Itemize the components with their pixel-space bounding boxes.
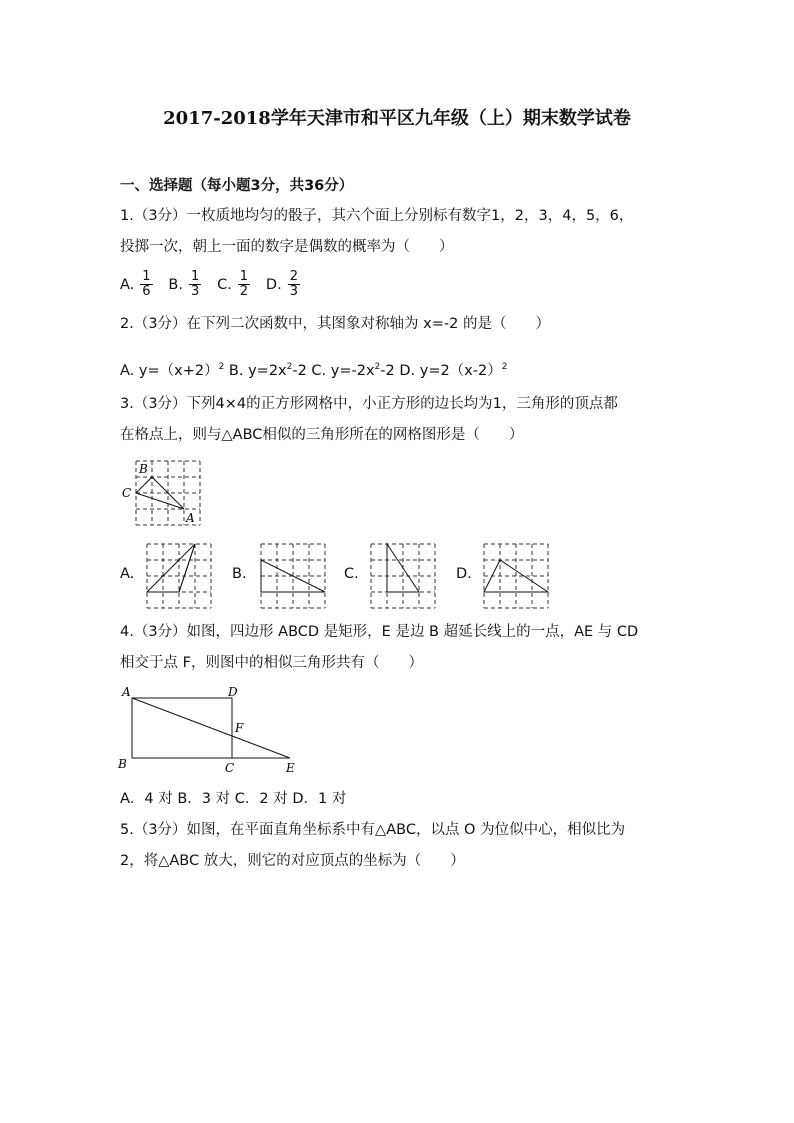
q1-text-line1: 1.（3分）一枚质地均匀的骰子，其六个面上分别标有数字1，2，3，4，5，6， — [120, 208, 634, 224]
rectangle-abcd — [132, 698, 232, 758]
q3-option-c-label: C. — [344, 566, 359, 582]
q4-text-line1: 4.（3分）如图，四边形 ABCD 是矩形，E 是边 B 超延长线上的一点，AE 与 CD — [120, 624, 639, 640]
label-a: A — [186, 511, 195, 525]
q1-option-c: C. $\frac{1}{2}$ — [217, 269, 249, 299]
q3-option-d-figure — [481, 541, 551, 609]
q2-options: A. $y=(x+2)^2$ B. $y=2x^2-2$ C. $y=-2x^2-2$ D. $y=2(x-2)^2$ — [120, 362, 508, 379]
q3-option-d-label: D. — [456, 566, 472, 582]
label-e: E — [286, 761, 295, 774]
label-f: F — [235, 721, 244, 735]
label-c: C — [122, 486, 132, 500]
q3-reference-figure — [118, 456, 208, 528]
q4-text-line2: 相交于点 F，则图中的相似三角形共有（ ） — [120, 655, 423, 671]
q4-options: A．4 对 B．3 对 C．2 对 D．1 对 — [120, 791, 347, 807]
label-b: B — [118, 757, 127, 771]
label-c: C — [225, 761, 235, 774]
q5-text-line1: 5.（3分）如图，在平面直角坐标系中有△ABC，以点 O 为位似中心，相似比为 — [120, 822, 626, 838]
q3-text-line1: 3.（3分）下列4×4的正方形网格中，小正方形的边长均为1，三角形的顶点都 — [120, 396, 618, 412]
q2-text: 2.（3分）在下列二次函数中，其图象对称轴为 x=-2 的是（ ） — [120, 316, 550, 332]
q3-option-b-label: B. — [232, 566, 247, 582]
label-a: A — [122, 685, 131, 699]
q1-text-line2: 投掷一次，朝上一面的数字是偶数的概率为（ ） — [120, 239, 454, 255]
q3-option-a-label: A. — [120, 566, 135, 582]
q5-text-line2: 2，将△ABC 放大，则它的对应顶点的坐标为（ ） — [120, 853, 465, 869]
q1-option-d: D. $\frac{2}{3}$ — [265, 269, 298, 299]
q1-options — [120, 270, 302, 299]
q4-rectangle-figure — [114, 682, 304, 774]
label-d: D — [228, 685, 238, 699]
label-b: B — [139, 462, 148, 476]
q1-option-b: B. $\frac{1}{3}$ — [168, 269, 200, 299]
section-heading: 一、选择题（每小题3分，共36分） — [120, 178, 354, 194]
q3-text-line2: 在格点上，则与△ABC相似的三角形所在的网格图形是（ ） — [120, 427, 524, 443]
q3-option-c-figure — [368, 541, 438, 609]
q1-option-a: A. $\frac{1}{6}$ — [120, 269, 151, 299]
exam-title: 2017-2018学年天津市和平区九年级（上）期末数学试卷 — [163, 108, 631, 129]
q3-option-a-figure — [144, 541, 214, 609]
segment-ae — [132, 698, 290, 758]
q3-option-b-figure — [258, 541, 328, 609]
